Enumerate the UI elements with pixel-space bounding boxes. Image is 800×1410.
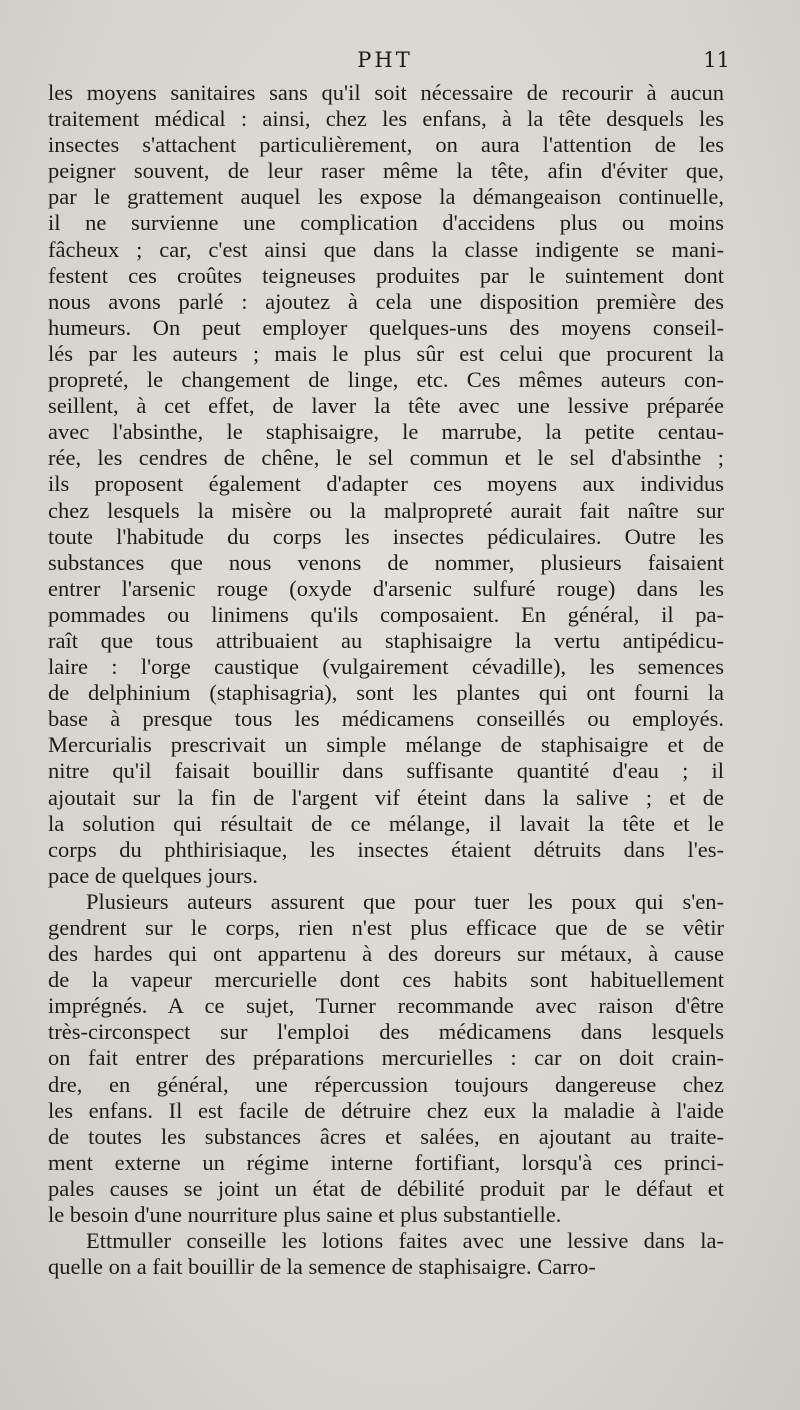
text-line: gendrent sur le corps, rien n'est plus efficace que de se vêtir (48, 915, 724, 940)
text-line: corps du phthirisiaque, les insectes étaient détruits dans l'es- (48, 836, 724, 862)
text-line: peigner souvent, de leur raser même la tête, afin d'éviter que, (48, 158, 724, 184)
text-line: traitement médical : ainsi, chez les enfans, à la tête desquels les (48, 106, 724, 132)
text-line: rée, les cendres de chêne, le sel commun et le sel d'absinthe ; (48, 445, 724, 471)
page-header (40, 44, 730, 78)
text-line: le besoin d'une nourriture plus saine et plus substantielle. (48, 1202, 562, 1228)
text-line: festent ces croûtes teigneuses produites par le suintement dont (48, 262, 724, 288)
text-line: de delphinium (staphisagria), sont les plantes qui ont fourni la (48, 680, 724, 706)
text-line: nous avons parlé : ajoutez à cela une disposition première des (48, 288, 724, 314)
text-line: Ettmuller conseille les lotions faites avec une lessive dans la- (86, 1228, 724, 1254)
page-number: 11 (703, 48, 730, 72)
text-line: de toutes les substances âcres et salées, en ajoutant au traite- (48, 1123, 724, 1149)
text-line: laire : l'orge caustique (vulgairement cévadille), les semences (48, 654, 724, 680)
text-line: entrer l'arsenic rouge (oxyde d'arsenic sulfuré rouge) dans les (48, 575, 724, 601)
text-line: dre, en général, une répercussion toujours dangereuse chez (48, 1071, 724, 1097)
text-line: les moyens sanitaires sans qu'il soit nécessaire de recourir à aucun (48, 80, 724, 105)
text-line: pace de quelques jours. (48, 862, 258, 888)
text-line: ajoutait sur la fin de l'argent vif éteint dans la salive ; et de (48, 784, 724, 810)
running-head: PHT (357, 48, 413, 72)
text-line: toute l'habitude du corps les insectes pédiculaires. Outre les (48, 523, 724, 549)
text-line: lés par les auteurs ; mais le plus sûr est celui que procurent la (48, 340, 724, 366)
text-line: ment externe un régime interne fortifiant, lorsqu'à ces princi- (48, 1149, 724, 1175)
text-line: pommades ou linimens qu'ils composaient. En général, il pa- (48, 601, 724, 627)
text-line: ils proposent également d'adapter ces moyens aux individus (48, 471, 724, 497)
text-line: la solution qui résultait de ce mélange, il lavait la tête et le (48, 810, 724, 836)
text-line: très-circonspect sur l'emploi des médicamens dans lesquels (48, 1019, 724, 1045)
text-line: par le grattement auquel les expose la démangeaison continuelle, (48, 184, 724, 210)
text-line: insectes s'attachent particulièrement, on aura l'attention de les (48, 132, 724, 158)
text-line: raît que tous attribuaient au staphisaigre la vertu antipédicu- (48, 627, 724, 653)
text-line: on fait entrer des préparations mercurielles : car on doit crain- (48, 1045, 724, 1071)
text-line: de la vapeur mercurielle dont ces habits sont habituellement (48, 967, 724, 993)
text-line: fâcheux ; car, c'est ainsi que dans la classe indigente se mani- (48, 236, 724, 262)
text-line: humeurs. On peut employer quelques-uns des moyens conseil- (48, 314, 724, 340)
text-line: substances que nous venons de nommer, plusieurs faisaient (48, 549, 724, 575)
text-line: nitre qu'il faisait bouillir dans suffisante quantité d'eau ; il (48, 758, 724, 784)
text-line: quelle on a fait bouillir de la semence de staphisaigre. Carro- (48, 1254, 596, 1280)
text-line: propreté, le changement de linge, etc. Ces mêmes auteurs con- (48, 367, 724, 393)
text-line: avec l'absinthe, le staphisaigre, le marrube, la petite centau- (48, 419, 724, 445)
text-line: chez lesquels la misère ou la malpropreté aurait fait naître sur (48, 497, 724, 523)
text-line: pales causes se joint un état de débilité produit par le défaut et (48, 1175, 724, 1201)
text-line: des hardes qui ont appartenu à des doreurs sur métaux, à cause (48, 941, 724, 967)
text-line: Plusieurs auteurs assurent que pour tuer les poux qui s'en- (86, 888, 724, 914)
body-text (48, 80, 724, 1280)
text-line: seillent, à cet effet, de laver la tête avec une lessive préparée (48, 393, 724, 419)
text-line: base à presque tous les médicamens conseillés ou employés. (48, 706, 724, 732)
text-line: il ne survienne une complication d'accidens plus ou moins (48, 210, 724, 236)
text-line: imprégnés. A ce sujet, Turner recommande avec raison d'être (48, 993, 724, 1019)
text-line: Mercurialis prescrivait un simple mélange de staphisaigre et de (48, 732, 724, 758)
text-line: les enfans. Il est facile de détruire chez eux la maladie à l'aide (48, 1097, 724, 1123)
